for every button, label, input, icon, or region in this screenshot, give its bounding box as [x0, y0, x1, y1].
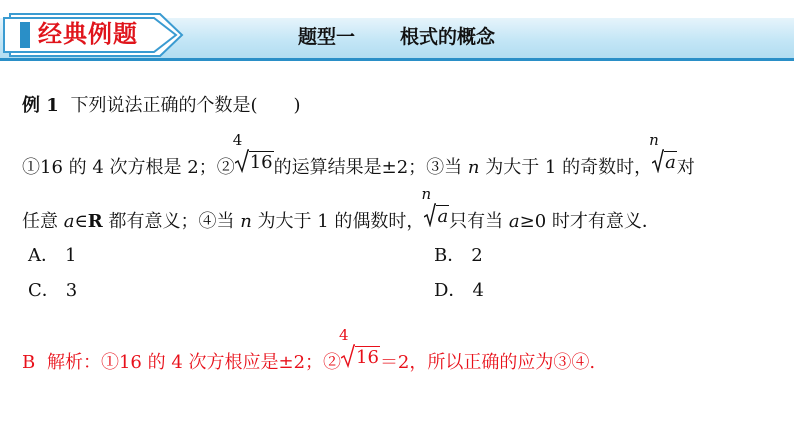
set-R: R: [87, 211, 103, 232]
radical-index: 4: [232, 131, 243, 149]
header-bar: [0, 0, 794, 64]
question-line-2: [22, 185, 660, 233]
solution-text: ＝2，所以正确的应为③④.: [379, 352, 596, 373]
variable-n: n: [240, 211, 252, 232]
radical-index: 4: [339, 326, 349, 344]
radical-sign-icon: [235, 149, 249, 173]
radical-index: n: [649, 131, 659, 149]
question-line-1: [22, 131, 695, 179]
option-letter: A．: [28, 245, 59, 266]
radical-sign-icon: [652, 149, 664, 173]
option-letter: D．: [434, 280, 467, 301]
option-letter: C．: [28, 280, 60, 301]
question-stem: 下列说法正确的个数是( ): [70, 95, 301, 116]
statement-text: 只有当: [449, 211, 509, 232]
radical-index: n: [421, 185, 432, 203]
question-header: [22, 91, 301, 117]
option-value: 2: [471, 245, 483, 266]
question-label: 例 1: [22, 95, 59, 116]
radical-sign-icon: [341, 344, 355, 368]
statement-text: 都有意义；④当: [102, 211, 241, 232]
badge-title: 经典例题: [38, 20, 138, 48]
radicand: 16: [249, 152, 273, 173]
solution-text: 解析：①16 的 4 次方根应是±2；②: [46, 352, 342, 373]
radicand: a: [437, 206, 449, 227]
option-value: 1: [65, 245, 77, 266]
variable-a: a: [508, 211, 520, 232]
statement-text: 的运算结果是±2；③当: [273, 157, 468, 178]
radical-4th-root-16: [339, 326, 380, 368]
radicand: a: [665, 152, 676, 173]
radical-4th-root-16: [232, 131, 274, 173]
variable-n: n: [467, 157, 480, 178]
option-letter: B．: [434, 245, 466, 266]
option-a[interactable]: [28, 241, 76, 267]
variable-a: a: [63, 211, 75, 232]
statement-text: 为大于 1 的奇数时，: [479, 157, 653, 178]
option-c[interactable]: [28, 276, 77, 302]
solution-line: [22, 326, 596, 374]
option-d[interactable]: [434, 276, 484, 302]
option-value: 4: [472, 280, 484, 301]
statement-text: 任意: [22, 211, 64, 232]
option-b[interactable]: [434, 241, 483, 267]
statement-text: ①16 的 4 次方根是 2；②: [22, 157, 235, 178]
radical-sign-icon: [424, 203, 436, 227]
element-of-symbol: ∈: [74, 211, 88, 232]
radical-nth-root-a: [649, 131, 677, 173]
option-value: 3: [65, 280, 78, 301]
statement-text: 为大于 1 的偶数时，: [251, 211, 425, 232]
section-label: 题型一: [298, 26, 356, 48]
radical-nth-root-a: [421, 185, 449, 227]
answer-letter: B: [22, 352, 36, 373]
section-title: 根式的概念: [400, 26, 496, 48]
statement-text: 对: [676, 157, 695, 178]
radicand: 16: [356, 347, 379, 368]
statement-text: ≥0 时才有意义．: [519, 211, 660, 232]
